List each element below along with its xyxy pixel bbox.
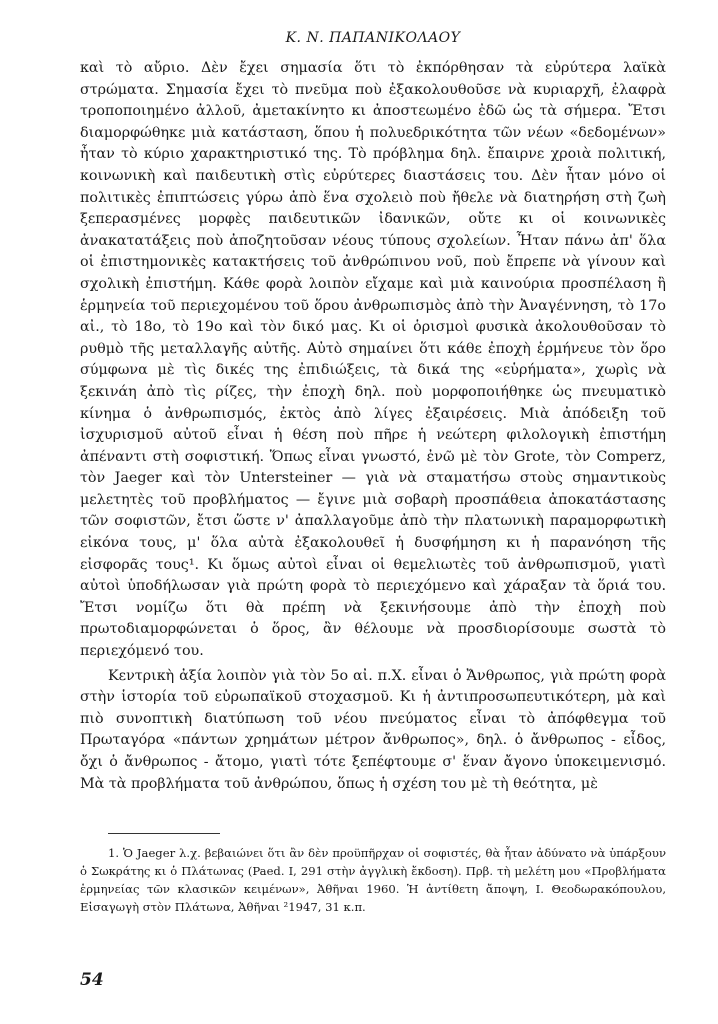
body-text (80, 58, 666, 795)
paragraph-1: καὶ τὸ αὔριο. Δὲν ἔχει σημασία ὅτι τὸ ἐκπόρθησαν τὰ εὐρύτερα λαϊκὰ στρώματα. Σημασία ἔχει τὸ πνεῦμα ποὺ ἐξακολουθοῦσε νὰ κυριαρχῆ, ἐλαφρὰ τροποποιημένο ἀλλοῦ, ἀμετακίνητο κι ἀποστεωμένο ἐδῶ ὡς τὰ σήμερα. Ἔτσι διαμορφώθηκε μιὰ κατάσταση, ὅπου ἡ πολυεδρικότητα τῶν νέων «δεδομένων» ἦταν τὸ κύριο χαρακτηριστικό της. Τὸ πρόβλημα δηλ. ἔπαιρνε χροιὰ πολιτική, κοινωνικὴ καὶ παιδευτικὴ στὶς εὐρύτερες διαστάσεις του. Δὲν ἦταν μόνο οἱ πολιτικὲς ἐπιπτώσεις γύρω ἀπὸ ἕνα σχολειὸ ποὺ ἤθελε νὰ διατηρήση στὴ ζωὴ ξεπερασμένες μορφὲς παιδευτικῶν ἰδανικῶν, οὔτε κι οἱ κοινωνικὲς ἀνακατατάξεις ποὺ ἀποζητοῦσαν νέους τύπους σχολείων. Ἦταν πάνω ἀπ' ὅλα οἱ ἐπιστημονικὲς κατακτήσεις τοῦ ἀνθρώπινου νοῦ, ποὺ ἔπρεπε νὰ γίνουν καὶ σχολικὴ ἐπιστήμη. Κάθε φορὰ λοιπὸν εἴχαμε καὶ μιὰ καινούρια προσπέλαση ἢ ἑρμηνεία τοῦ περιεχομένου τοῦ ὅρου ἀνθρωπισμὸς ἀπὸ τὴν Ἀναγέννηση, τὸ 17ο αἰ., τὸ 18ο, τὸ 19ο καὶ τὸν δικό μας. Κι οἱ ὁρισμοὶ φυσικὰ ἀκολουθοῦσαν τὸ ρυθμὸ τῆς μεταλλαγῆς αὐτῆς. Αὐτὸ σημαίνει ὅτι κάθε ἐποχὴ ἑρμήνευε τὸν ὅρο σύμφωνα μὲ τὶς δικές της ἐπιδιώξεις, τὰ δικά της «εὑρήματα», χωρὶς νὰ ξεκινάη ἀπὸ τὶς ρίζες, τὴν ἐποχὴ δηλ. ποὺ μορφοποιήθηκε ὡς πνευματικὸ κίνημα ὁ ἀνθρωπισμός, ἐκτὸς ἀπὸ λίγες ἐξαιρέσεις. Μιὰ ἀπόδειξη τοῦ ἰσχυρισμοῦ αὐτοῦ εἶναι ἡ θέση ποὺ πῆρε ἡ νεώτερη φιλολογικὴ ἐπιστήμη ἀπέναντι στὴ σοφιστική. Ὅπως εἶναι γνωστό, ἐνῶ μὲ τὸν Grote, τὸν Comperz, τὸν Jaeger καὶ τὸν Untersteiner — γιὰ νὰ σταματήσω στοὺς σημαντικοὺς μελετητὲς τοῦ προβλήματος — ἔγινε μιὰ σοβαρὴ προσπάθεια ἀποκατάστασης τῶν σοφιστῶν, ἔτσι ὥστε ν' ἀπαλλαγοῦμε ἀπὸ τὴν πλατωνικὴ παραμορφωτικὴ εἰκόνα τους, μ' ὅλα αὐτὰ ἐξακολουθεῖ ἡ δυσφήμηση κι ἡ παρανόηση τῆς εἰσφορᾶς τους¹. Κι ὅμως αὐτοὶ εἶναι οἱ θεμελιωτὲς τοῦ ἀνθρωπισμοῦ, γιατὶ αὐτοὶ ὑποδήλωσαν γιὰ πρώτη φορὰ τὸ περιεχόμενο καὶ χάραξαν τὰ ὅριά του. Ἔτσι νομίζω ὅτι θὰ πρέπη νὰ ξεκινήσουμε ἀπὸ τὴν ἐποχὴ ποὺ πρωτοδιαμορφώνεται ὁ ὅρος, ἂν θέλουμε νὰ προσδιορίσουμε σωστὰ τὸ περιεχόμενό του. (80, 60, 666, 660)
running-head: Κ. Ν. ΠΑΠΑΝΙΚΟΛΑΟΥ (285, 30, 461, 46)
paragraph-2: Κεντρικὴ ἀξία λοιπὸν γιὰ τὸν 5ο αἰ. π.Χ. εἶναι ὁ Ἄνθρωπος, γιὰ πρώτη φορὰ στὴν ἱστορία τοῦ εὐρωπαϊκοῦ στοχασμοῦ. Κι ἡ ἀντιπροσωπευτικότερη, μὰ καὶ πιὸ συνοπτικὴ διατύπωση τοῦ νέου πνεύματος εἶναι τὸ ἀπόφθεγμα τοῦ Πρωταγόρα «πάντων χρημάτων μέτρον ἄνθρωπος», δηλ. ὁ ἄνθρωπος - εἶδος, ὄχι ὁ ἄνθρωπος - ἄτομο, γιατὶ τότε ξεπέφτουμε σ' ἕναν ἄγονο ὑποκειμενισμό. Μὰ τὰ προβλήματα τοῦ ἀνθρώπου, ὅπως ἡ σχέση του μὲ τὴ θεότητα, μὲ (80, 667, 666, 792)
footnote-divider (108, 833, 220, 834)
footnote-1: 1. Ὁ Jaeger λ.χ. βεβαιώνει ὅτι ἂν δὲν προϋπῆρχαν οἱ σοφιστές, θὰ ἦταν ἀδύνατο νὰ ὑπάρξουν ὁ Σωκράτης κι ὁ Πλάτωνας (Paed. I, 291 στὴν ἀγγλικὴ ἔκδοση). Πρβ. τὴ μελέτη μου «Προβλήματα ἑρμηνείας τῶν κλασικῶν κειμένων», Ἀθῆναι 1960. Ἡ ἀντίθετη ἄποψη, Ι. Θεοδωρακόπουλου, Εἰσαγωγὴ στὸν Πλάτωνα, Ἀθῆναι ²1947, 31 κ.π. (80, 846, 666, 915)
page-number: 54 (80, 970, 104, 990)
